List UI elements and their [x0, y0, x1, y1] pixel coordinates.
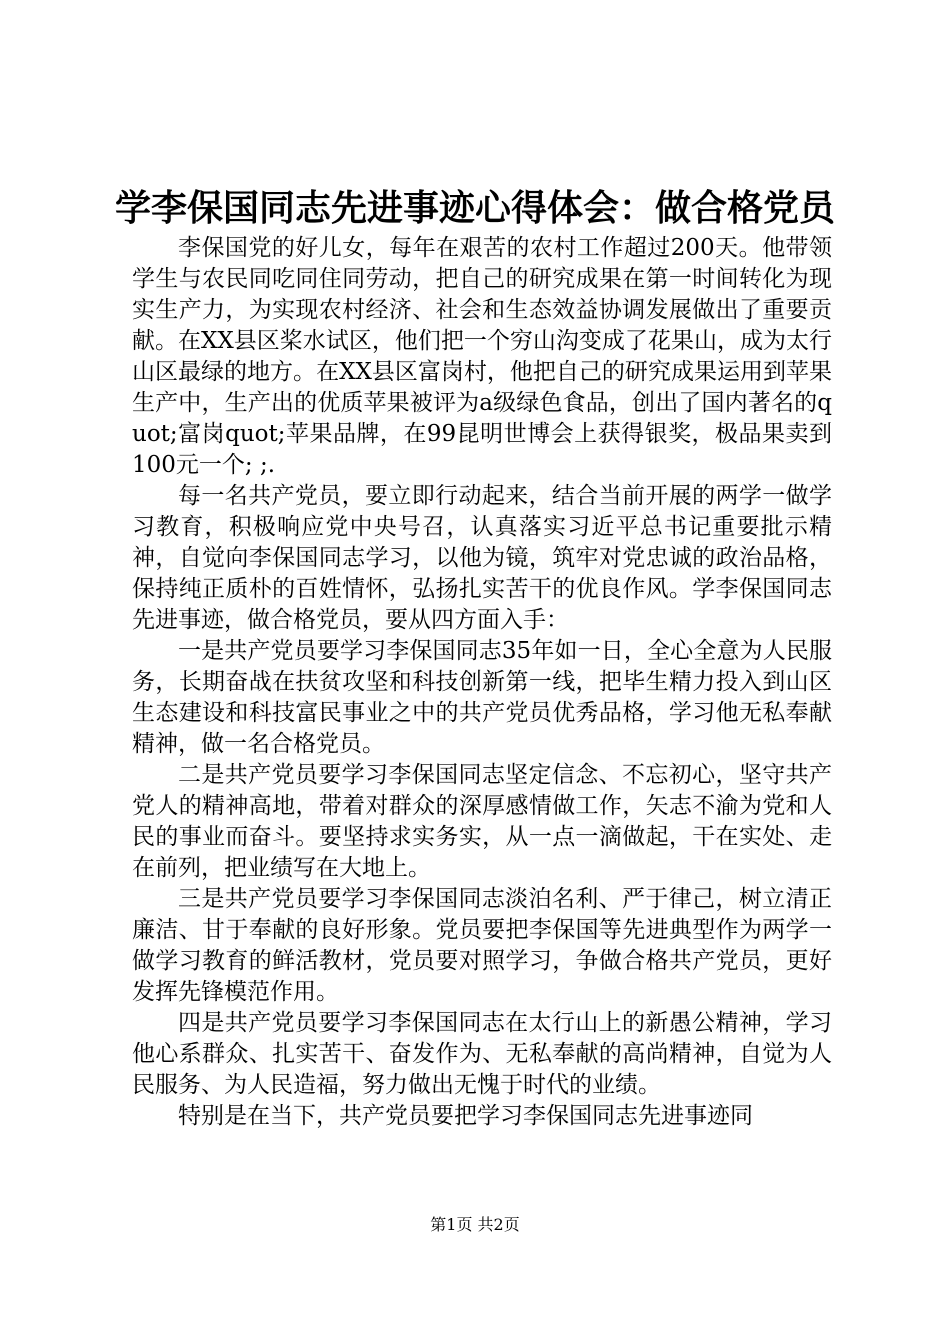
- paragraph-2: 每一名共产党员，要立即行动起来，结合当前开展的两学一做学习教育，积极响应党中央号召，认真落实习近平总书记重要批示精神，自觉向李保国同志学习，以他为镜，筑牢对党忠诚的政治品格，保持纯正质朴的百姓情怀，弘扬扎实苦干的优良作风。学李保国同志先进事迹，做合格党员，要从四方面入手：: [132, 483, 832, 633]
- page-number-footer: 第1页 共2页: [430, 1215, 520, 1234]
- document-title: 学李保国同志先进事迹心得体会：做合格党员: [114, 188, 835, 229]
- paragraph-4: 二是共产党员要学习李保国同志坚定信念、不忘初心，坚守共产党人的精神高地，带着对群众的深厚感情做工作，矢志不渝为党和人民的事业而奋斗。要坚持求实务实，从一点一滴做起，干在实处、走在前列，把业绩写在大地上。: [132, 762, 832, 881]
- paragraph-7: 特别是在当下，共产党员要把学习李保国同志先进事迹同: [178, 1103, 753, 1129]
- paragraph-6: 四是共产党员要学习李保国同志在太行山上的新愚公精神，学习他心系群众、扎实苦干、奋发作为、无私奉献的高尚精神，自觉为人民服务、为人民造福，努力做出无愧于时代的业绩。: [132, 1010, 832, 1098]
- paragraph-5: 三是共产党员要学习李保国同志淡泊名利、严于律己，树立清正廉洁、甘于奉献的良好形象。党员要把李保国等先进典型作为两学一做学习教育的鲜活教材，党员要对照学习，争做合格共产党员，更好发挥先锋模范作用。: [132, 886, 832, 1005]
- document-body: [132, 233, 832, 1132]
- paragraph-1: 李保国党的好儿女，每年在艰苦的农村工作超过200天。他带领学生与农民同吃同住同劳动，把自己的研究成果在第一时间转化为现实生产力，为实现农村经济、社会和生态效益协调发展做出了重要贡献。在XX县区桨水试区，他们把一个穷山沟变成了花果山，成为太行山区最绿的地方。在XX县区富岗村，他把自己的研究成果运用到苹果生产中，生产出的优质苹果被评为a级绿色食品，创出了国内著名的quot;富岗quot;苹果品牌，在99昆明世博会上获得银奖，极品果卖到100元一个; ;.: [132, 235, 832, 478]
- paragraph-3: 一是共产党员要学习李保国同志35年如一日，全心全意为人民服务，长期奋战在扶贫攻坚和科技创新第一线，把毕生精力投入到山区生态建设和科技富民事业之中的共产党员优秀品格，学习他无私奉献精神，做一名合格党员。: [132, 638, 832, 757]
